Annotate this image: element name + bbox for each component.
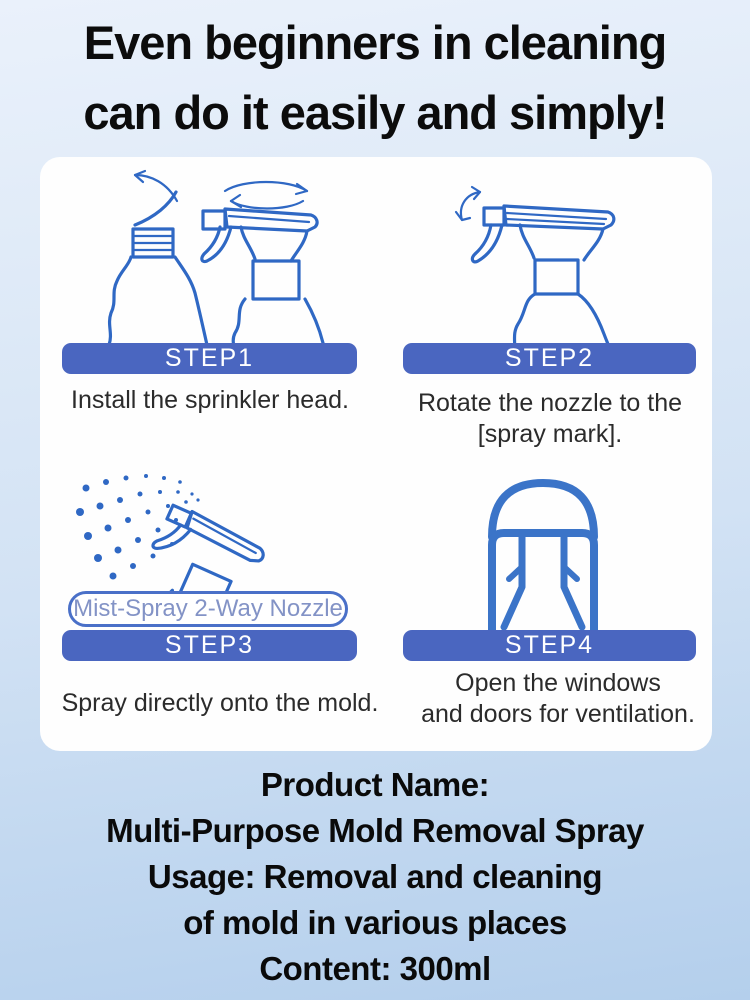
up-arrow-icon bbox=[135, 171, 177, 201]
step4-caption-line: Open the windows bbox=[455, 669, 661, 697]
product-usage-line2: of mold in various places bbox=[183, 904, 567, 941]
step4-caption bbox=[398, 668, 718, 730]
spray-bottle-icon bbox=[472, 206, 613, 350]
open-door-illustration bbox=[478, 475, 608, 635]
product-name-value: Multi-Purpose Mold Removal Spray bbox=[106, 812, 644, 849]
product-content: Content: 300ml bbox=[259, 950, 491, 987]
step2-caption-line: Rotate the nozzle to the bbox=[417, 389, 683, 417]
step4-banner: STEP4 bbox=[403, 630, 696, 661]
nozzle-label-pill: Mist-Spray 2-Way Nozzle bbox=[68, 591, 348, 627]
step1-caption-line: Install the sprinkler head. bbox=[71, 386, 349, 414]
step2-banner: STEP2 bbox=[403, 343, 696, 374]
spray-head-bottle-icon bbox=[202, 209, 324, 347]
page-title-line2: can do it easily and simply! bbox=[83, 86, 667, 139]
product-info bbox=[0, 762, 750, 992]
step2-caption bbox=[395, 388, 705, 450]
bottle-without-head-icon bbox=[109, 192, 207, 345]
install-sprinkler-head-illustration bbox=[85, 169, 345, 347]
rotate-nozzle-arrow-icon bbox=[456, 187, 480, 220]
door-arch-icon bbox=[492, 483, 594, 537]
page-title bbox=[0, 8, 750, 148]
product-name-label: Product Name: bbox=[260, 766, 490, 803]
step3-caption bbox=[45, 688, 395, 719]
rotate-nozzle-illustration bbox=[440, 182, 655, 350]
product-usage-line1: Usage: Removal and cleaning bbox=[147, 858, 603, 895]
step1-banner: STEP1 bbox=[62, 343, 357, 374]
rotate-arrows-icon bbox=[225, 182, 307, 209]
step4-caption-line: and doors for ventilation. bbox=[421, 700, 695, 728]
tilted-sprayer-icon bbox=[128, 503, 273, 602]
spray-mist-illustration bbox=[68, 460, 353, 602]
step1-caption bbox=[50, 385, 370, 416]
step3-caption-line: Spray directly onto the mold. bbox=[61, 689, 379, 717]
steps-card bbox=[40, 157, 712, 751]
step3-banner: STEP3 bbox=[62, 630, 357, 661]
step2-caption-line: [spray mark]. bbox=[477, 420, 623, 448]
page-title-line1: Even beginners in cleaning bbox=[83, 16, 667, 69]
